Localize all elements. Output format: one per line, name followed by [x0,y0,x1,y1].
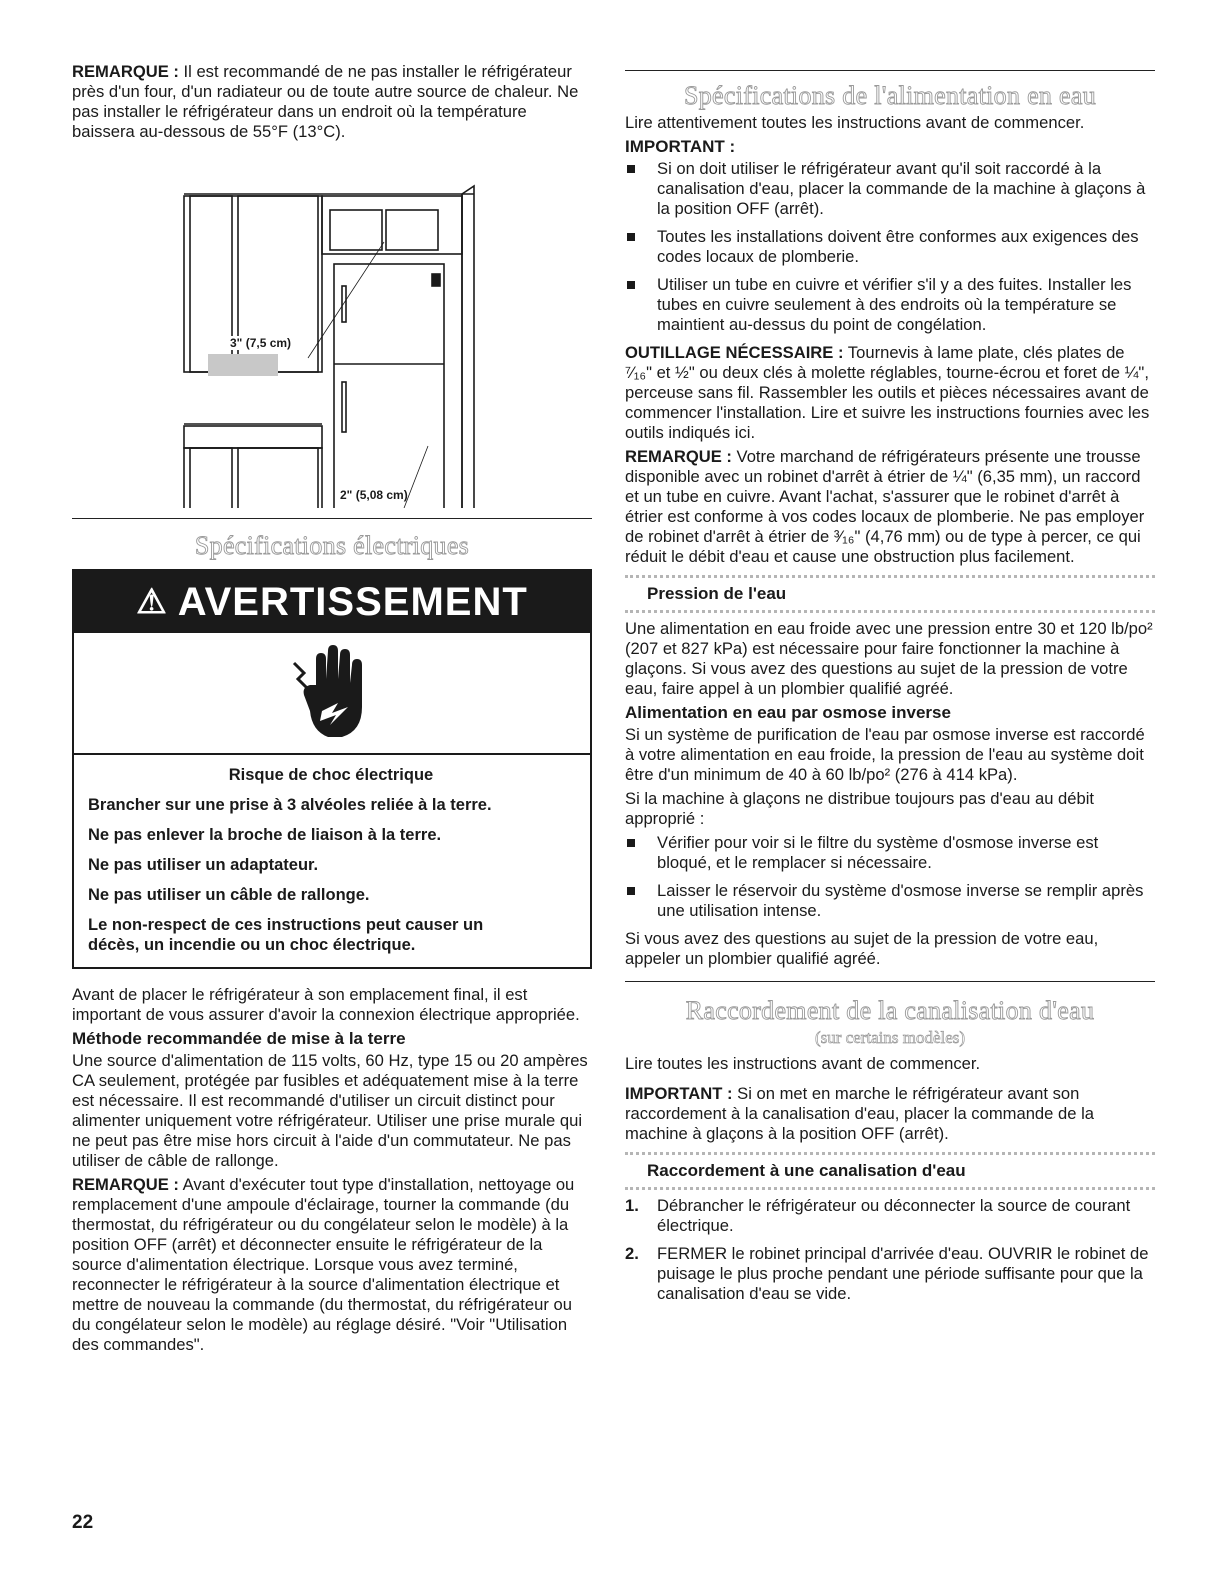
warning-banner-text: AVERTISSEMENT [177,579,528,624]
steps-list [625,1196,1155,1304]
refrigerator-clearance-figure [72,146,592,508]
heading-pression: Pression de l'eau [625,575,1155,613]
left-column [72,62,592,1359]
warning-line: Risque de choc électrique [228,766,434,784]
section-divider [72,518,592,519]
paragraph-methode: Une source d'alimentation de 115 volts, 60 Hz, type 15 ou 20 ampères CA seulement, protégée par fusibles et adéquatement mise à la terre est nécessaire. Il est recommandé d'utiliser un circuit distinct pour alimenter uniquement votre réfrigérateur. Utiliser une prise murale qui ne peut pas être mise hors circuit à l'aide d'un commutateur. Ne pas utiliser de câble de rallonge. [72,1051,588,1170]
heading-methode: Méthode recommandée de mise à la terre [72,1029,406,1048]
remarque2-text: Avant d'exécuter tout type d'installation, nettoyage ou remplacement d'une ampoule d'éclairage, tourner la commande (du thermostat, du réfrigérateur ou du congélateur selon le modèle) à la position OFF (arrêt) et déconnecter ensuite le réfrigérateur de la source d'alimentation électrique. Lorsque vous avez terminé, reconnecter le réfrigérateur à la source d'alimentation électrique et mettre de nouveau la commande (du thermostat, du réfrigérateur ou du congélateur selon le modèle) au réglage désiré. "Voir "Utilisation des commandes". [72,1175,575,1354]
heading-osmose: Alimentation en eau par osmose inverse [625,703,951,722]
outillage-label: OUTILLAGE NÉCESSAIRE : [625,343,844,362]
list-item: Laisser le réservoir du système d'osmose inverse se remplir après une utilisation intense. [625,881,1155,921]
paragraph-machine: Si la machine à glaçons ne distribue toujours pas d'eau au débit approprié : [625,789,1095,828]
page-number: 22 [72,1512,94,1533]
heading-raccordement: Raccordement à une canalisation d'eau [625,1152,1155,1190]
warning-box [72,569,592,969]
remarque-water-text: Votre marchand de réfrigérateurs présente une trousse disponible avec un robinet d'arrêt à étrier de ¼" (6,35 mm), un raccord et un tube en cuivre. Avant l'achat, s'assurer que le robinet d'arrêt à étrier est conforme à vos codes locaux de plomberie. Ne pas employer de robinet d'arrêt à étrier de ³⁄₁₆" (4,76 mm) ou de type à percer, ce qui réduit le débit d'eau et cause une obstruction plus facilement. [625,447,1145,566]
electric-shock-pictogram [74,633,590,755]
section-subtitle: (sur certains modèles) [814,1028,966,1047]
section-title-water-connection: Raccordement de la canalisation d'eau [685,996,1095,1025]
step-text: FERMER le robinet principal d'arrivée d'eau. OUVRIR le robinet de puisage le plus proche pendant une période suffisante pour que la canalisation d'eau se vide. [657,1244,1149,1303]
warning-line: Le non-respect de ces instructions peut causer un décès, un incendie ou un choc électrique. [88,916,484,954]
heading-important: IMPORTANT : [625,137,736,156]
list-item: Vérifier pour voir si le filtre du système d'osmose inverse est bloqué, et le remplacer si nécessaire. [625,833,1155,873]
clearance-label-top: 3" (7,5 cm) [230,336,292,350]
warning-triangle-icon: ⚠ [136,583,168,621]
list-item: Utiliser un tube en cuivre et vérifier s'il y a des fuites. Installer les tubes en cuivre seulement à des endroits où la température se maintient au-dessus du point de congélation. [625,275,1155,335]
remarque-label: REMARQUE : [72,62,179,81]
warning-body [74,755,590,967]
outillage-text: Tournevis à lame plate, clés plates de ⁷⁄₁₆" et ½" ou deux clés à molette réglables, tourne-écrou et foret de ¼", perceuse sans fil. Rassembler les outils et pièces nécessaires avant de commencer l'installation. Lire et suivre les instructions fournies avec les outils indiqués ici. [625,343,1150,442]
remarque-paragraph [72,62,592,142]
clearance-label-bottom: 2" (5,08 cm) [340,488,408,502]
paragraph-lire2: Lire toutes les instructions avant de commencer. [625,1054,981,1073]
step-item [625,1196,1155,1236]
important2-text: Si on met en marche le réfrigérateur avant son raccordement à la canalisation d'eau, placer la commande de la machine à glaçons à la position OFF (arrêt). [625,1084,1094,1143]
warning-line: Brancher sur une prise à 3 alvéoles reliée à la terre. [88,796,492,814]
warning-line: Ne pas utiliser un câble de rallonge. [88,886,370,904]
step-text: Débrancher le réfrigérateur ou déconnecter la source de courant électrique. [657,1196,1131,1235]
refrigerator-cabinet-drawing [72,146,592,508]
paragraph-avant: Avant de placer le réfrigérateur à son emplacement final, il est important de vous assurer d'avoir la connexion électrique appropriée. [72,985,580,1024]
section-title-electrical: Spécifications électriques [194,531,470,560]
warning-line: Ne pas utiliser un adaptateur. [88,856,319,874]
important2-label: IMPORTANT : [625,1084,733,1103]
step-number: 1. [625,1196,639,1215]
section-divider [625,981,1155,982]
step-number: 2. [625,1244,639,1263]
section-divider [625,70,1155,71]
remarque-water-paragraph [625,447,1155,567]
remarque-text: Il est recommandé de ne pas installer le réfrigérateur près d'un four, d'un radiateur ou de toute autre source de chaleur. Ne pas installer le réfrigérateur dans un endroit où la température baissera au-dessous de 55°F (13°C). [72,62,579,141]
paragraph-lire: Lire attentivement toutes les instructions avant de commencer. [625,113,1085,132]
important2-paragraph [625,1084,1155,1144]
remarque-water-label: REMARQUE : [625,447,732,466]
list-item: Si on doit utiliser le réfrigérateur avant qu'il soit raccordé à la canalisation d'eau, placer la commande de la machine à glaçons à la position OFF (arrêt). [625,159,1155,219]
paragraph-osmose: Si un système de purification de l'eau par osmose inverse est raccordé à votre alimentation en eau froide, la pression de l'eau au système doit être d'un minimum de 40 à 60 lb/po² (276 à 414 kPa). [625,725,1145,784]
remarque2-label: REMARQUE : [72,1175,179,1194]
list-item: Toutes les installations doivent être conformes aux exigences des codes locaux de plomberie. [625,227,1155,267]
shock-hand-icon [292,645,372,741]
outillage-paragraph [625,343,1155,443]
paragraph-pression: Une alimentation en eau froide avec une pression entre 30 et 120 lb/po² (207 et 827 kPa) est nécessaire pour faire fonctionner la machine à glaçons. Si vous avez des questions au sujet de la pression de votre eau, faire appel à un plombier qualifié agréé. [625,619,1153,698]
step-item [625,1244,1155,1304]
remarque2-paragraph [72,1175,592,1355]
warning-banner [74,571,590,633]
paragraph-questions: Si vous avez des questions au sujet de la pression de votre eau, appeler un plombier qualifié agréé. [625,929,1099,968]
osmose-list [625,833,1155,921]
important-list [625,159,1155,335]
section-title-water-supply: Spécifications de l'alimentation en eau [683,81,1097,110]
right-column [625,62,1155,1312]
warning-line: Ne pas enlever la broche de liaison à la terre. [88,826,442,844]
